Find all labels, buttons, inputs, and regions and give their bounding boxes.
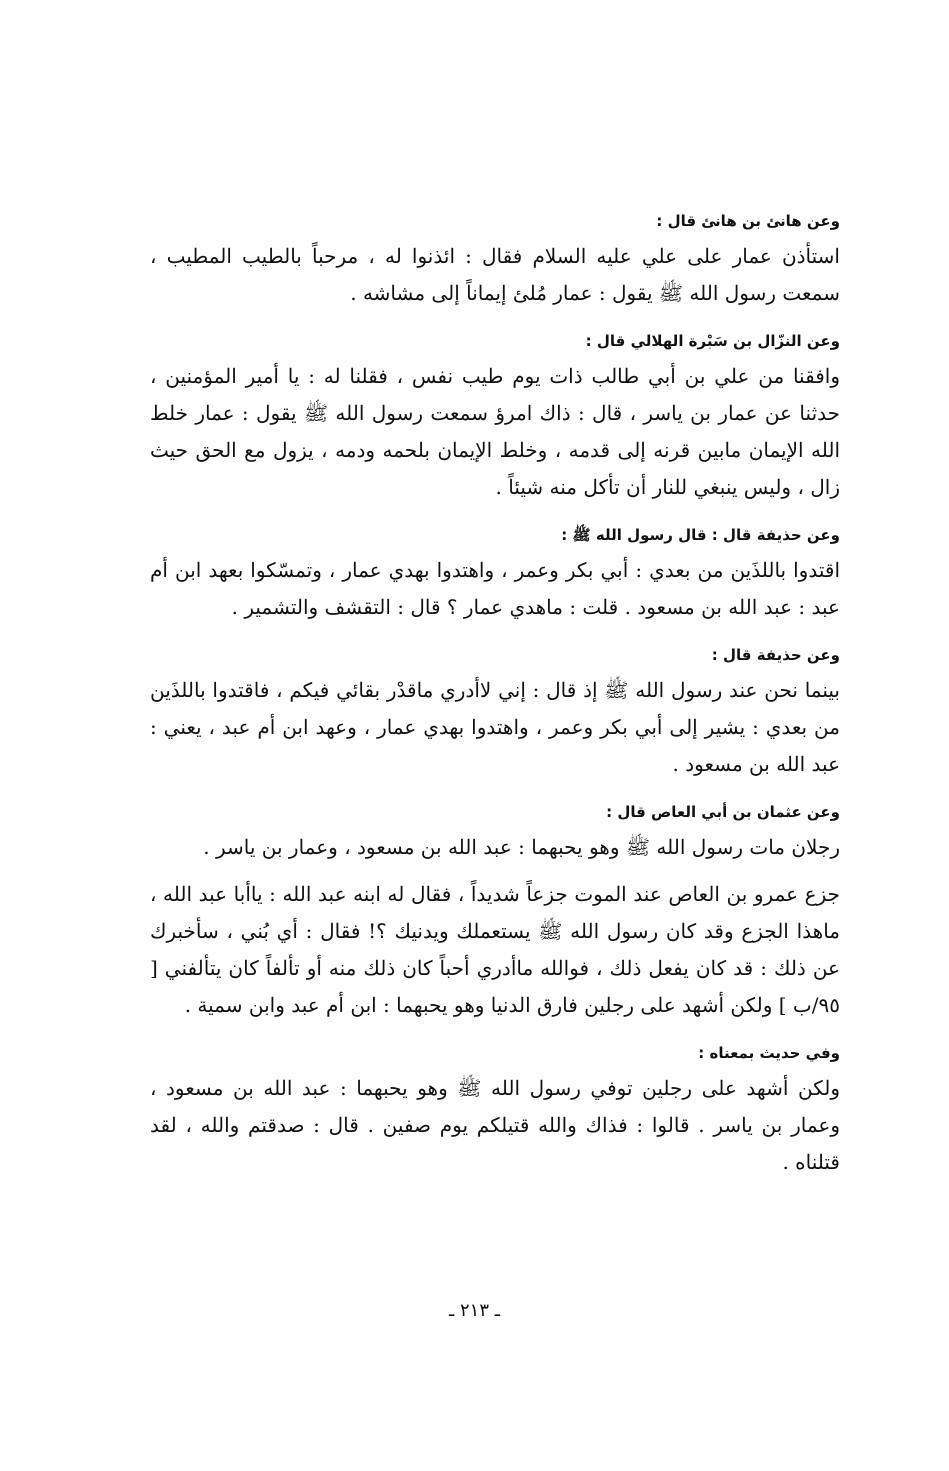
section-paragraph: رجلان مات رسول الله ﷺ وهو يحبهما : عبد الله بن مسعود ، وعمار بن ياسر . — [203, 835, 840, 859]
section-heading: وفي حديث بمعناه : — [698, 1044, 840, 1062]
section-paragraph: ولكن أشهد على رجلين توفي رسول الله ﷺ وهو يحبهما : عبد الله بن مسعود ، وعمار بن ياسر . قالوا : فذاك والله قتيلكم يوم صفين . قال : صدقتم والله ، لقد قتلناه . — [150, 1076, 840, 1174]
section-paragraph: وافقنا من علي بن أبي طالب ذات يوم طيب نفس ، فقلنا له : يا أمير المؤمنين ، حدثنا عن عمار بن ياسر ، قال : ذاك امرؤ سمعت رسول الله ﷺ يقول : عمار خلط الله الإيمان مابين قرنه إلى قدمه ، وخلط الإيمان بلحمه ودمه ، يزول مع الحق حيث زال ، وليس ينبغي للنار أن تأكل منه شيئاً . — [150, 364, 840, 499]
section-heading: وعن عثمان بن أبي العاص قال : — [606, 803, 840, 821]
section-heading: وعن هانئ بن هانئ قال : — [656, 212, 840, 230]
page-number: ـ ٢١٣ ـ — [448, 1300, 500, 1321]
section-heading: وعن حذيفة قال : قال رسول الله ﷺ : — [561, 526, 840, 544]
section-paragraph: اقتدوا باللذَين من بعدي : أبي بكر وعمر ، واهتدوا بهدي عمار ، وتمسّكوا بعهد ابن أم عبد : عبد الله بن مسعود . قلت : ماهدي عمار ؟ قال : التقشف والتشمير . — [150, 558, 840, 619]
section-heading: وعن النزّال بن سَبْرة الهلالي قال : — [585, 332, 840, 350]
page-body — [150, 210, 840, 1199]
section-paragraph: جزع عمرو بن العاص عند الموت جزعاً شديداً ، فقال له ابنه عبد الله : ياأبا عبد الله ، ماهذا الجزع وقد كان رسول الله ﷺ يستعملك ويدنيك ؟! فقال : أي بُني ، سأخبرك عن ذلك : قد كان يفعل ذلك ، فوالله ماأدري أحباً كان ذلك منه أو تألفاً كان يتألفني [ ٩٥/ب ] ولكن أشهد على رجلين فارق الدنيا وهو يحبهما : ابن أم عبد وابن سمية . — [150, 882, 840, 1017]
section-paragraph: بينما نحن عند رسول الله ﷺ إذ قال : إني لاأدري ماقدْر بقائي فيكم ، فاقتدوا باللذَين من بعدي : يشير إلى أبي بكر وعمر ، واهتدوا بهدي عمار ، وعهد ابن أم عبد ، يعني : عبد الله بن مسعود . — [150, 678, 840, 776]
section-heading: وعن حذيفة قال : — [711, 646, 840, 664]
section-paragraph: استأذن عمار على علي عليه السلام فقال : ائذنوا له ، مرحباً بالطيب المطيب ، سمعت رسول الله ﷺ يقول : عمار مُلئ إيماناً إلى مشاشه . — [150, 244, 840, 305]
